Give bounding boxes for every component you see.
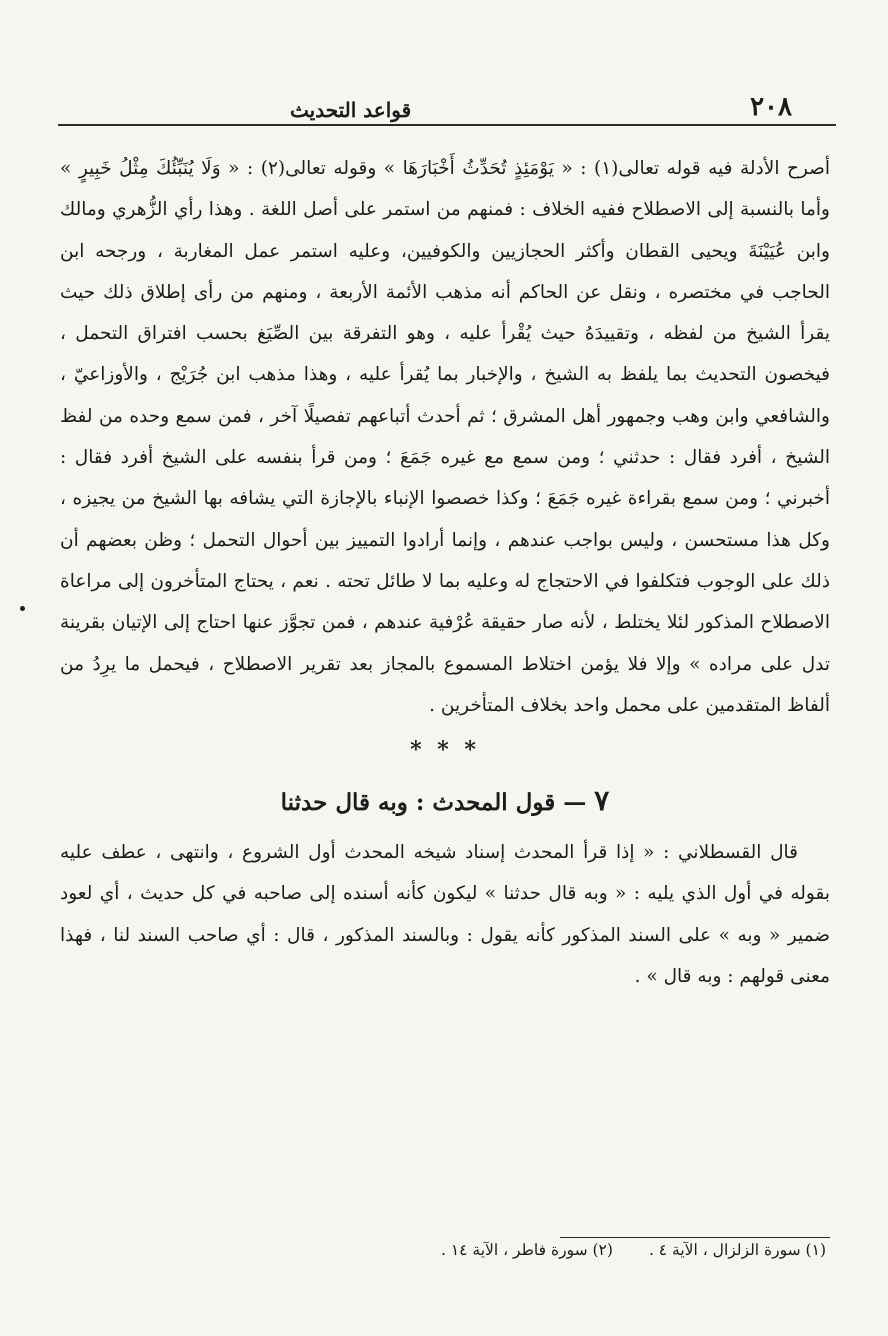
footnotes bbox=[441, 1241, 826, 1259]
footnote-1: (١) سورة الزلزال ، الآية ٤ . bbox=[648, 1241, 826, 1259]
header-rule bbox=[58, 124, 836, 126]
paragraph-1: أصرح الأدلة فيه قوله تعالى(١) : « يَوْمَئِذٍ تُحَدِّثُ أَخْبَارَهَا » وقوله تعالى(٢) : « وَلَا يُنَبِّئُكَ مِثْلُ خَبِيرٍ » وأما بالنسبة إلى الاصطلاح ففيه الخلاف : فمنهم من استمر على أصل اللغة . وهذا رأي الزُّهري ومالك وابن عُيَيْنَةَ ويحيى القطان وأكثر الحجازيين والكوفيين، وعليه استمر عمل المغاربة ، ورجحه ابن الحاجب في مختصره ، ونقل عن الحاكم أنه مذهب الأئمة الأربعة ، ومنهم من رأى إطلاق ذلك حيث يقرأ الشيخ من لفظه ، وتقييدَهُ حيث يُقْرأ عليه ، وهو التفرقة بين الصِّيَغ بحسب افتراق التحمل ، فيخصون التحديث بما يلفظ به الشيخ ، والإخبار بما يُقرأ عليه ، وهذا مذهب ابن جُرَيْج ، والأوزاعيّ ، والشافعي وابن وهب وجمهور أهل المشرق ؛ ثم أحدث أتباعهم تفصيلًا آخر ، فمن سمع وحده من لفظ الشيخ ، أفرد فقال : حدثني ؛ ومن سمع مع غيره جَمَعَ ؛ ومن قرأ بنفسه على الشيخ أفرد فقال : أخبرني ؛ ومن سمع بقراءة غيره جَمَعَ ؛ وكذا خصصوا الإنباء بالإجازة التي يشافه بها الشيخ من يجيزه ، وكل هذا مستحسن ، وليس بواجب عندهم ، وإنما أرادوا التمييز بين أحوال التحمل ؛ وظن بعضهم أن ذلك على الوجوب فتكلفوا في الاحتجاج له وعليه بما لا طائل تحته . نعم ، يحتاج المتأخرون إلى مراعاة الاصطلاح المذكور لئلا يختلط ، لأنه صار حقيقة عُرْفية عندهم ، فمن تجوَّز عنها احتاج إلى الإتيان بقرينة تدل على مراده » وإلا فلا يؤمن اختلاط المسموع بالمجاز بعد تقرير الاصطلاح ، فيحمل ما يرِدُ من ألفاظ المتقدمين على محمل واحد بخلاف المتأخرين . bbox=[60, 158, 830, 716]
paragraph-2: قال القسطلاني : « إذا قرأ المحدث إسناد شيخه المحدث أول الشروع ، وانتهى ، عطف عليه بقوله في أول الذي يليه : « وبه قال حدثنا » ليكون كأنه أسنده إلى صاحبه في كل حديث ، أي لعود ضمير « وبه » على السند المذكور كأنه يقول : وبالسند المذكور ، قال : أي صاحب السند لنا ، فهذا معنى قولهم : وبه قال » . bbox=[60, 842, 830, 988]
section-separator: * * * bbox=[410, 737, 480, 764]
ink-speck bbox=[20, 606, 25, 611]
footnote-rule bbox=[560, 1237, 830, 1238]
section-title: — قول المحدث : وبه قال حدثنا bbox=[280, 789, 587, 817]
section-heading bbox=[60, 776, 830, 828]
body-text bbox=[60, 148, 830, 997]
page-header bbox=[60, 82, 832, 122]
running-title: قواعد التحديث bbox=[290, 98, 412, 122]
footnote-2: (٢) سورة فاطر ، الآية ١٤ . bbox=[440, 1241, 613, 1259]
section-number: ٧ bbox=[594, 784, 610, 818]
page-number: ٢٠٨ bbox=[750, 92, 792, 122]
